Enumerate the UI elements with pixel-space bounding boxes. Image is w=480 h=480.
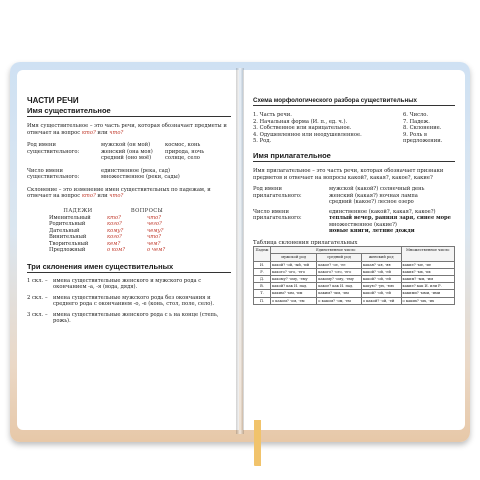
- noun-definition: Имя существительное – это часть речи, которая обозначает предметы и отвечает на вопрос кто? или что?: [27, 123, 227, 136]
- section-heading-noun: Имя существительное: [27, 106, 231, 117]
- adj-gender-block: Род имени прилагательного: мужской (какой?) солнечный день женский (какая?) ночная лампа средний (какое?) лесное озеро: [253, 186, 455, 206]
- adj-number-block: Число имени прилагательного: единственное (какой?, какая?, какое?) теплый вечер, ранняя заря, синее море множественное (какие?) новые книги, летние дожди: [253, 209, 455, 235]
- declension-item: 3 скл. – имена существительные женского рода с ь на конце (степь, рожь).: [27, 311, 219, 325]
- adj-number-row: множественное (какие?): [329, 221, 397, 228]
- number-row: множественное (реки, сады): [101, 174, 180, 181]
- gender-row: мужской (он мой) космос, конь: [101, 142, 201, 149]
- bookmark-ribbon: [254, 420, 261, 466]
- adj-gender-row: средний (какое?) лесное озеро: [329, 199, 414, 206]
- declension-item: 1 скл. – имена существительные женского и мужского рода с окончанием -а, -я (вода, дядя).: [27, 277, 202, 291]
- table-row: Д. какому? -ому, -ему какому? -ому, -ему какой? -ой, -ей каким? -ым, -им: [254, 276, 455, 283]
- adj-number-row: единственное (какой?, какая?, какое?): [329, 208, 436, 215]
- adj-gender-row: женский (какая?) ночная лампа: [329, 192, 418, 199]
- case-row: Родительный кого? чего?: [49, 221, 162, 228]
- adjective-definition: Имя прилагательное – это часть речи, которая обозначает признаки предметов и отвечает на вопросы какой?, какая?, какое?, какие?: [253, 167, 444, 181]
- case-row: Предложный о ком? о чем?: [49, 247, 166, 254]
- case-row: Винительный кого? что?: [49, 234, 162, 241]
- adjective-declension-table: Падеж Единственное число Множественное число мужской род средний род женский род И. какой? -ой, -ый, -ий какое? -ое, -ее какая? -ая, -яя какие? -ые, -ие Р. какого? -ого, -его какого? -ого, -его какой? -ой, -ей каких? -ых, -их Д. какому? -ому, -ему какому? -ому, -ему какой? -ой, -ей каким? -ым, -им В. какой? как И. пад. какое? как И. пад. какую? -ую, -юю какие? как И. или Р. Т. каким? -ым, -им каким? -ым, -им какой? -ой, -ей какими? -ыми, -ими П. о каком? -ом, -ем о каком? -ом, -ем о какой? -ой, -ей о каких? -ых, -их: [253, 246, 455, 305]
- table-title: Таблица склонения прилагательных: [253, 239, 358, 246]
- case-row: Именительный кто? что?: [49, 214, 162, 221]
- scheme-item: 8. Склонение.: [403, 125, 442, 132]
- left-page: [17, 70, 239, 430]
- gender-row: средний (оно моё) солнце, село: [101, 155, 200, 162]
- scheme-item: 6. Число.: [403, 112, 429, 118]
- scheme-item: 5. Род.: [253, 138, 272, 145]
- table-row: Т. каким? -ым, -им каким? -ым, -им какой? -ой, -ей какими? -ыми, -ими: [254, 290, 455, 297]
- declension-item: 2 скл. – имена существительные мужского рода без окончания и среднего рода с окончанием -о, -е (конь, стол, поле, село).: [27, 294, 214, 308]
- scheme-heading: Схема морфологического разбора существительных: [253, 97, 455, 106]
- table-row: И. какой? -ой, -ый, -ий какое? -ое, -ее какая? -ая, -яя какие? -ые, -ие: [254, 261, 455, 268]
- cases-header: ПАДЕЖИ ВОПРОСЫ: [63, 208, 164, 215]
- section-heading-declensions: Три склонения имен существительных: [27, 262, 231, 273]
- book-spine: [236, 68, 244, 434]
- case-row: Дательный кому? чему?: [49, 227, 164, 234]
- adj-number-row: новые книги, летние дожди: [329, 228, 415, 235]
- table-row: Р. какого? -ого, -его какого? -ого, -его какой? -ой, -ей каких? -ых, -их: [254, 268, 455, 275]
- adj-gender-row: мужской (какой?) солнечный день: [329, 186, 425, 193]
- scheme-item: 7. Падеж.: [403, 118, 430, 125]
- scheme-item: 3. Собственное или нарицательное.: [253, 125, 352, 132]
- noun-number-block: Число имени существительного: единственное (река, сад) множественное (реки, сады): [27, 168, 231, 181]
- declension-list: [27, 278, 231, 325]
- table-row: В. какой? как И. пад. какое? как И. пад. какую? -ую, -юю какие? как И. или Р.: [254, 283, 455, 290]
- gender-row: женский (она моя) природа, ночь: [101, 148, 205, 155]
- table-row: П. о каком? -ом, -ем о каком? -ом, -ем о какой? -ой, -ей о каких? -ых, -их: [254, 297, 455, 304]
- scheme-item: 1. Часть речи.: [253, 112, 292, 118]
- scheme-item: 4. Одушевленное или неодушевленное.: [253, 131, 362, 138]
- case-row: Творительный кем? чем?: [49, 240, 161, 247]
- noun-gender-block: Род имени существительного: мужской (он мой) космос, конь женский (она моя) природа, ночь средний (оно моё) солнце, село: [27, 142, 231, 162]
- right-page: [243, 70, 465, 430]
- number-row: единственное (река, сад): [101, 167, 170, 174]
- scheme-item: 2. Начальная форма (И. п., ед. ч.).: [253, 118, 348, 125]
- cases-table: [49, 208, 231, 254]
- scheme-item: 9. Роль в предложении.: [403, 131, 443, 145]
- page-title: ЧАСТИ РЕЧИ: [27, 96, 79, 105]
- section-heading-adjective: Имя прилагательное: [253, 151, 455, 162]
- adj-number-row: теплый вечер, ранняя заря, синее море: [329, 215, 451, 222]
- scheme-list: [253, 112, 455, 145]
- declension-definition: Склонение – это изменение имен существительных по падежам, и отвечает на вопрос кто? или что?: [27, 186, 211, 200]
